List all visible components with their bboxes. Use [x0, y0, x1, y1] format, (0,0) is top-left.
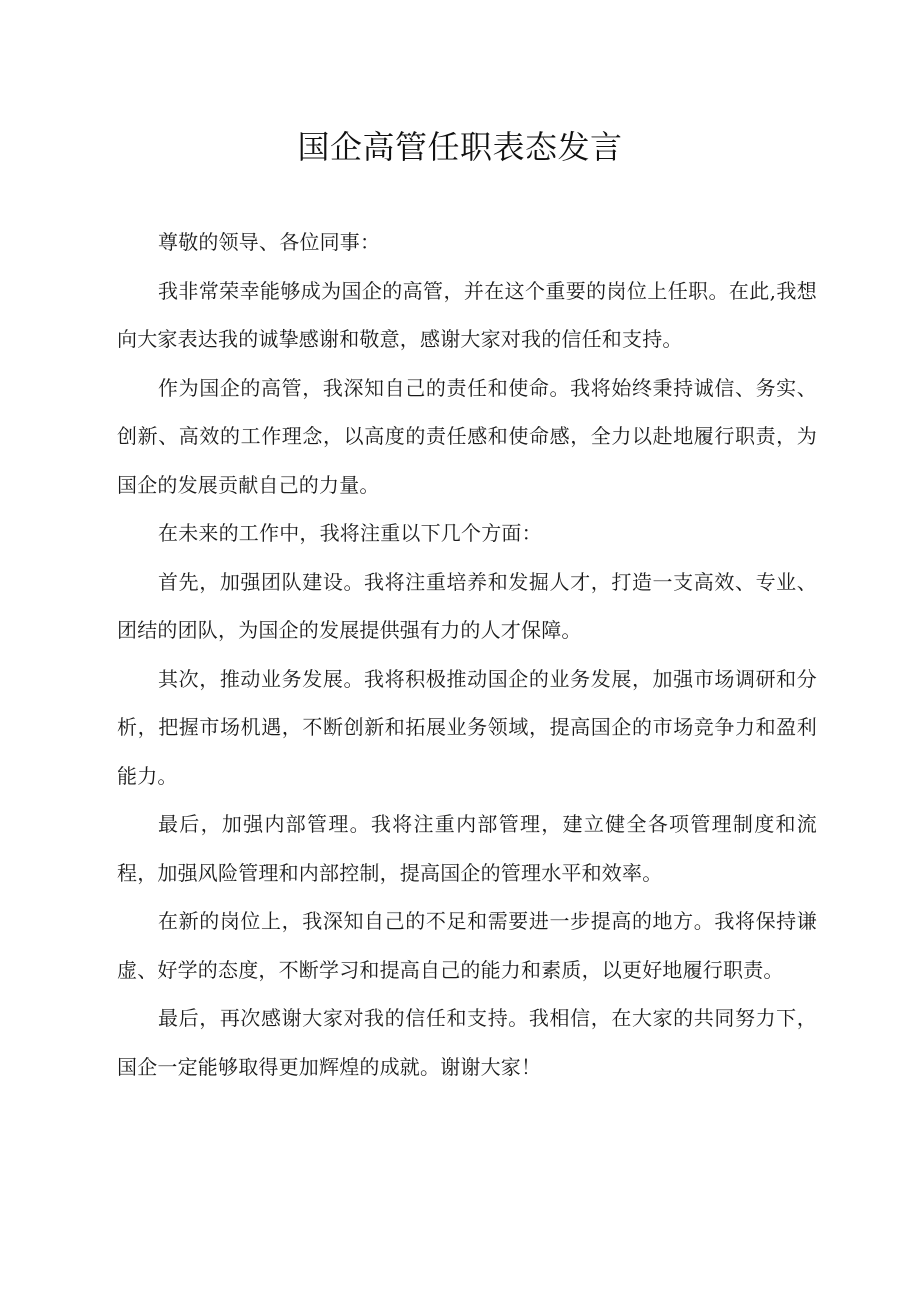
paragraph: 在未来的工作中，我将注重以下几个方面：: [158, 521, 542, 545]
document-body: [117, 218, 817, 1091]
paragraph: 我非常荣幸能够成为国企的高管，并在这个重要的岗位上任职。在此,我想向大家表达我的诚挚感谢和敬意，感谢大家对我的信任和支持。: [117, 278, 817, 351]
salutation: 尊敬的领导、各位同事：: [158, 230, 381, 254]
paragraph: 首先，加强团队建设。我将注重培养和发掘人才，打造一支高效、专业、团结的团队，为国企的发展提供强有力的人才保障。: [117, 569, 817, 642]
paragraph: 在新的岗位上，我深知自己的不足和需要进一步提高的地方。我将保持谦虚、好学的态度，不断学习和提高自己的能力和素质，以更好地履行职责。: [117, 909, 817, 982]
paragraph: 作为国企的高管，我深知自己的责任和使命。我将始终秉持诚信、务实、创新、高效的工作理念，以高度的责任感和使命感，全力以赴地履行职责，为国企的发展贡献自己的力量。: [117, 375, 817, 497]
paragraph: 其次，推动业务发展。我将积极推动国企的业务发展，加强市场调研和分析，把握市场机遇，不断创新和拓展业务领域，提高国企的市场竞争力和盈利能力。: [117, 666, 817, 788]
closing-paragraph: 最后，再次感谢大家对我的信任和支持。我相信，在大家的共同努力下，国企一定能够取得更加辉煌的成就。谢谢大家！: [117, 1006, 817, 1079]
document-title: 国企高管任职表态发言: [297, 128, 623, 166]
paragraph: 最后，加强内部管理。我将注重内部管理，建立健全各项管理制度和流程，加强风险管理和内部控制，提高国企的管理水平和效率。: [117, 812, 817, 885]
